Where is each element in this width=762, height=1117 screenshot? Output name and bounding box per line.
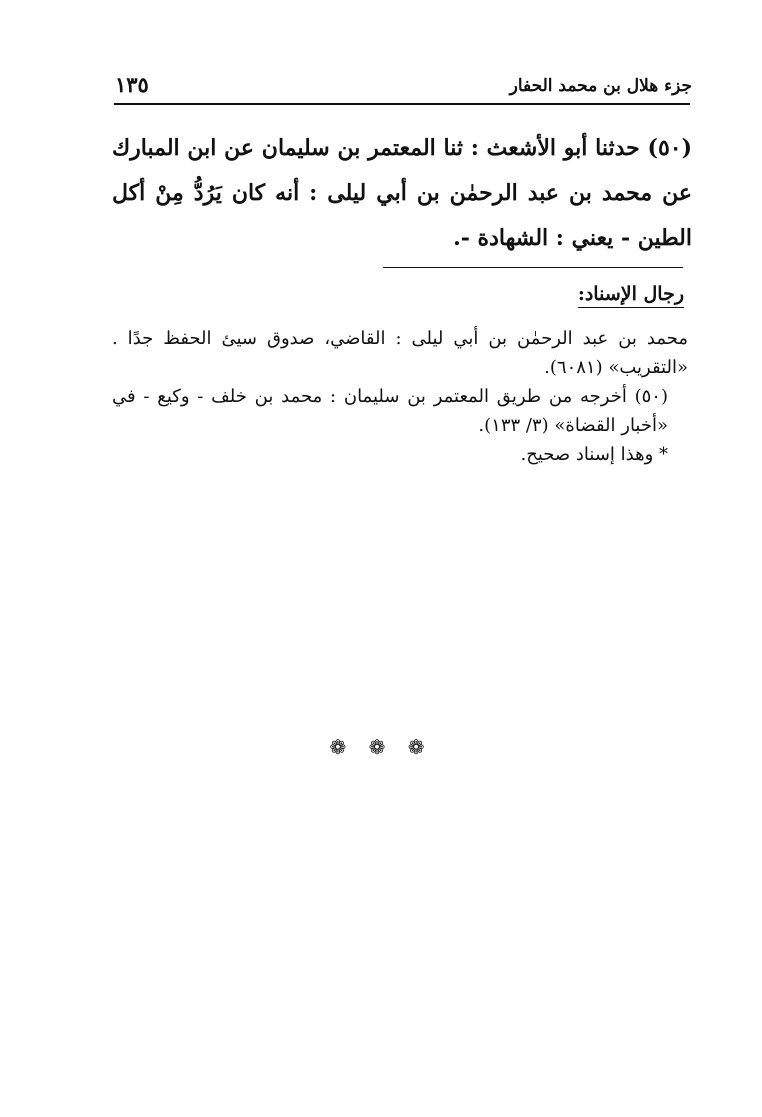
section-end-ornament: ❁ ❁ ❁ bbox=[329, 735, 433, 759]
running-header-title: جزء هلال بن محمد الحفار bbox=[509, 76, 692, 96]
hukm-text: * وهذا إسناد صحيح. bbox=[520, 444, 668, 465]
header-divider bbox=[114, 103, 690, 105]
footnote-divider bbox=[383, 267, 683, 268]
rijal-text: محمد بن عبد الرحمٰن بن أبي ليلى : القاضي، صدوق سيئ الحفظ جدًا . «التقريب» (٦٠٨١). bbox=[112, 328, 688, 378]
takhrij-text: (٥٠) أخرجه من طريق المعتمر بن سليمان : محمد بن خلف - وكيع - في «أخبار القضاة» (٣/ ١٣٣). bbox=[112, 386, 668, 436]
footnotes-block bbox=[112, 324, 688, 469]
page-number: ١٣٥ bbox=[115, 72, 149, 97]
hadith-text: (٥٠) حدثنا أبو الأشعث : ثنا المعتمر بن سليمان عن ابن المبارك عن محمد بن عبد الرحمٰن بن أبي ليلى : أنه كان يَرُدُّ مِنْ أكل الطين - يعني : الشهادة -. bbox=[112, 135, 692, 251]
rijal-heading: رجال الإسناد: bbox=[578, 283, 684, 308]
